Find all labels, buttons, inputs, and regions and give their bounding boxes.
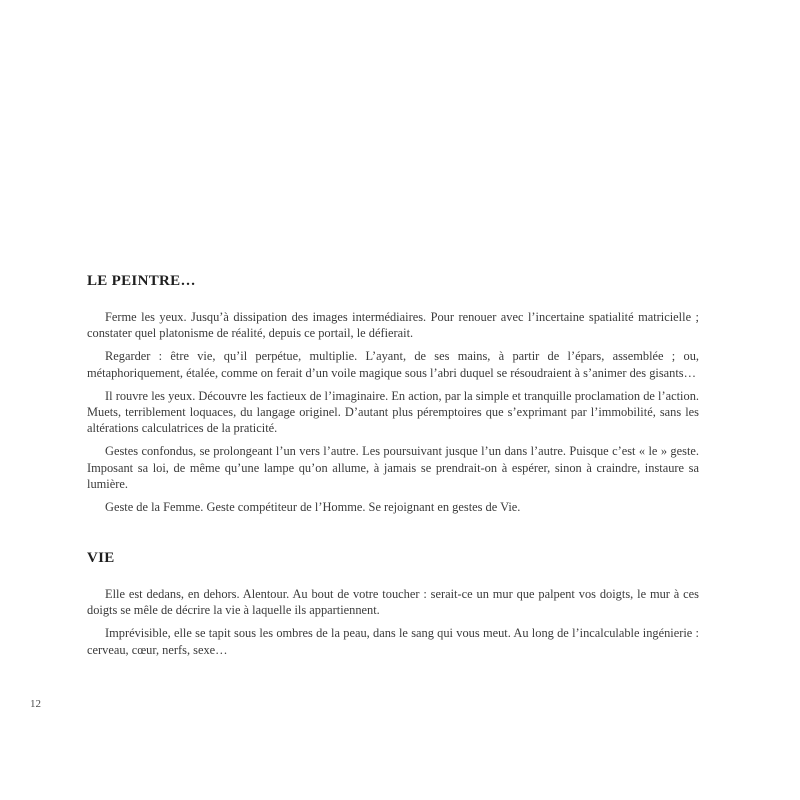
section-body-le-peintre (87, 309, 699, 522)
paragraph: Il rouvre les yeux. Découvre les factieux de l’imaginaire. En action, par la simple et tranquille proclamation de l’action. Muets, terriblement loquaces, du langage originel. D’autant plus péremptoires que s’exprimant par l’immobilité, sans les altérations calculatrices de la praticité. (87, 388, 699, 436)
paragraph: Elle est dedans, en dehors. Alentour. Au bout de votre toucher : serait-ce un mur que palpent vos doigts, le mur à ces doigts se mêle de décrire la vie à laquelle ils appartiennent. (87, 587, 699, 618)
page-number: 12 (30, 698, 41, 710)
paragraph: Regarder : être vie, qu’il perpétue, multiplie. L’ayant, de ses mains, à partir de l’épars, assemblée ; ou, métaphoriquement, étalée, comme on ferait d’un voile magique sous l’abri duquel se résoudraient à s’animer des gisants… (87, 349, 699, 380)
section-title-vie: VIE (87, 550, 115, 566)
paragraph: Ferme les yeux. Jusqu’à dissipation des images intermédiaires. Pour renouer avec l’incertaine spatialité matricielle ; constater quel platonisme de réalité, depuis ce portail, le défierait. (87, 310, 699, 341)
paragraph: Gestes confondus, se prolongeant l’un vers l’autre. Les poursuivant jusque l’un dans l’autre. Puisque c’est « le » geste. Imposant sa loi, de même qu’une lampe qu’on allume, à jamais se prendrait-on à espérer, sinon à craindre, instaure sa lumière. (87, 444, 699, 491)
section-title-le-peintre: LE PEINTRE… (87, 273, 196, 289)
section-body-vie (87, 586, 699, 665)
paragraph: Imprévisible, elle se tapit sous les ombres de la peau, dans le sang qui vous meut. Au long de l’incalculable ingénierie : cerveau, cœur, nerfs, sexe… (87, 626, 699, 657)
paragraph: Geste de la Femme. Geste compétiteur de l’Homme. Se rejoignant en gestes de Vie. (105, 500, 521, 515)
